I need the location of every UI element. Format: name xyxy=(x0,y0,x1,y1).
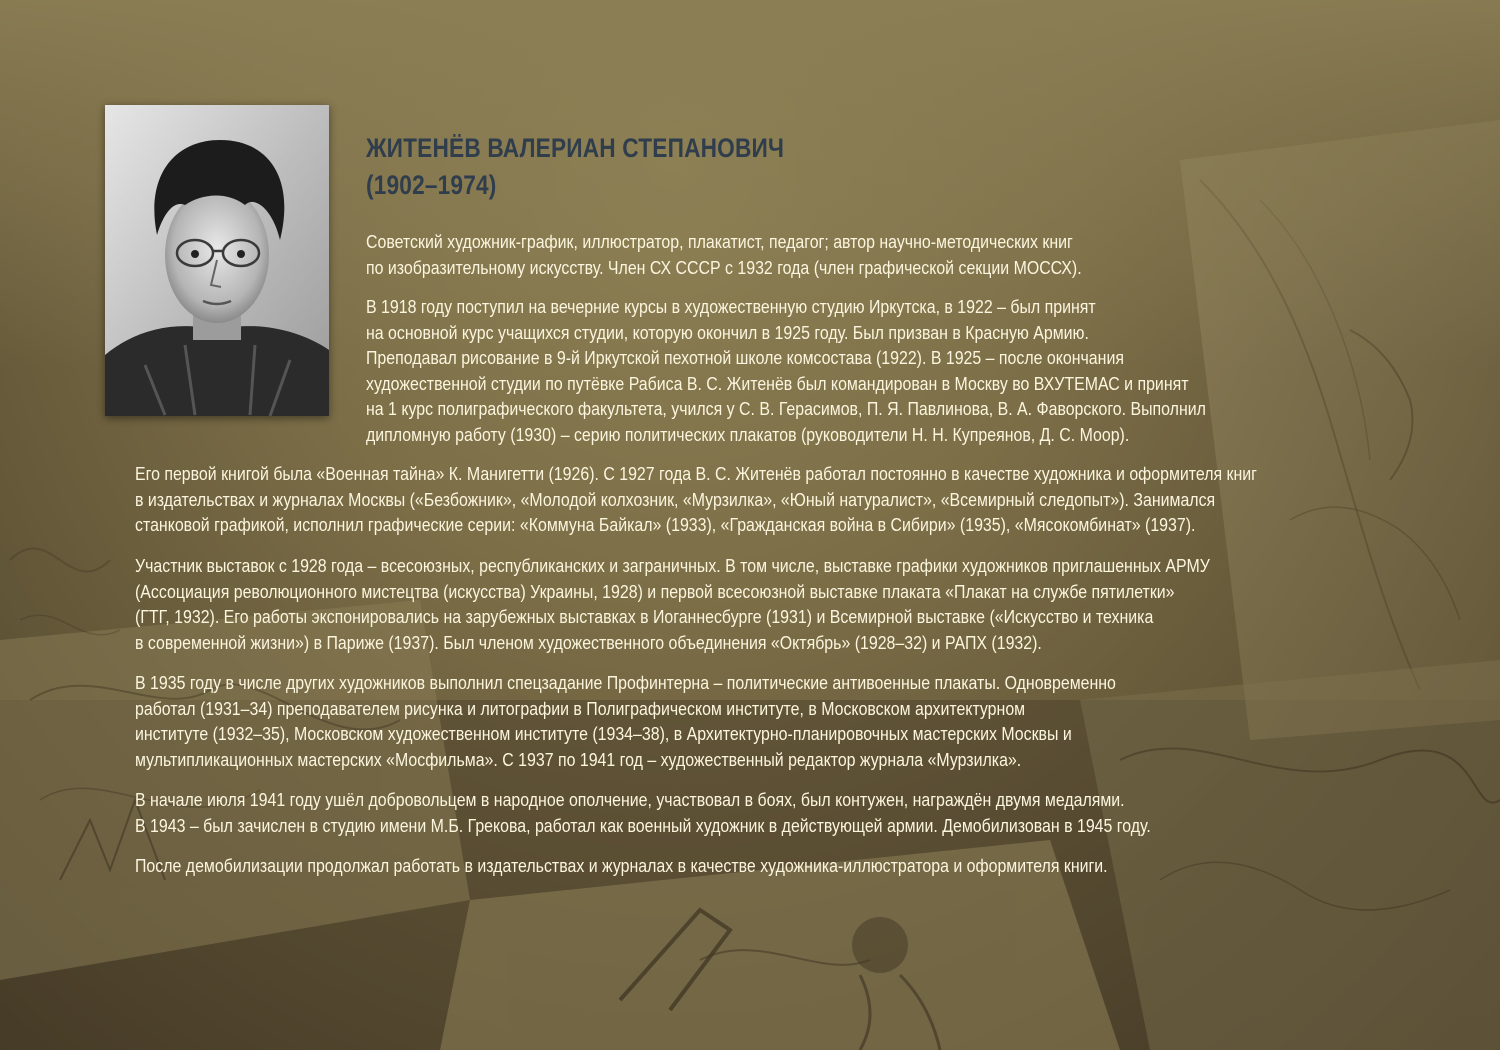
text-line: В 1943 – был зачислен в студию имени М.Б. Грекова, работал как военный художник в действующей армии. Демобилизован в 1945 году. xyxy=(135,814,1151,836)
text-line: институте (1932–35), Московском художественном институте (1934–38), в Архитектурно-планировочных мастерских Москвы и xyxy=(135,723,1072,744)
bio-paragraph-intro xyxy=(366,229,1082,280)
text-line: на основной курс учащихся студии, которую окончил в 1925 году. Был призван в Красную Армию. xyxy=(366,321,1089,343)
text-line: в издательствах и журналах Москвы («Безбожник», «Молодой колхозник, «Мурзилка», «Юный натуралист», «Всемирный следопыт»). Занимался xyxy=(135,488,1216,510)
bio-paragraph-war xyxy=(135,787,1151,838)
bio-paragraph-education xyxy=(366,294,1206,447)
text-line: станковой графикой, исполнил графические серии: «Коммуна Байкал» (1933), «Гражданская война в Сибири» (1935), «Мясокомбинат» (1937). xyxy=(135,514,1196,535)
text-line: Участник выставок с 1928 года – всесоюзных, республиканских и заграничных. В том числе, выставке графики художников приглашенных АРМУ xyxy=(135,555,1210,576)
text-line: В 1935 году в числе других художников выполнил спецзадание Профинтерна – политические антивоенные плакаты. Одновременно xyxy=(135,672,1116,693)
text-line: В 1918 году поступил на вечерние курсы в художественную студию Иркутска, в 1922 – был принят xyxy=(366,296,1096,317)
artist-name: ЖИТЕНЁВ ВАЛЕРИАН СТЕПАНОВИЧ xyxy=(366,133,785,163)
text-line: на 1 курс полиграфического факультета, учился у С. В. Герасимов, П. Я. Павлинова, В. А. Фаворского. Выполнил xyxy=(366,398,1206,419)
bio-paragraph-teaching xyxy=(135,670,1116,772)
text-line: (ГТГ, 1932). Его работы экспонировались на зарубежных выставках в Иоганнесбурге (1931) и Всемирной выставке («Искусство и техника xyxy=(135,606,1154,627)
portrait-icon xyxy=(105,105,329,416)
text-line: работал (1931–34) преподавателем рисунка и литографии в Полиграфическом институте, в Московском архитектурном xyxy=(135,697,1026,719)
text-line: художественной студии по путёвке Рабиса В. С. Житенёв был командирован в Москву во ВХУТЕМАС и принят xyxy=(366,372,1189,394)
text-line: После демобилизации продолжал работать в издательствах и журналах в качестве художника-иллюстратора и оформителя книги. xyxy=(135,855,1108,876)
text-line: в современной жизни») в Париже (1937). Был членом художественного объединения «Октябрь» (1928–32) и РАПХ (1932). xyxy=(135,631,1042,653)
bio-paragraph-books xyxy=(135,461,1257,538)
text-line: Советский художник-график, иллюстратор, плакатист, педагог; автор научно-методических книг xyxy=(366,231,1073,252)
text-line: по изобразительному искусству. Член СХ СССР с 1932 года (член графической секции МОССХ). xyxy=(366,256,1082,278)
text-line: (Ассоциация революционного мистецтва (искусства) Украины, 1928) и первой всесоюзной выставке плаката «Плакат на службе пятилетки» xyxy=(135,580,1175,602)
bio-paragraph-exhibitions xyxy=(135,553,1210,655)
portrait-photo xyxy=(105,105,329,416)
text-line: дипломную работу (1930) – серию политических плакатов (руководители Н. Н. Купреянов, Д. С. Моор). xyxy=(366,423,1130,445)
bio-paragraph-postwar xyxy=(135,853,1108,879)
text-line: Преподавал рисование в 9-й Иркутской пехотной школе комсостава (1922). В 1925 – после окончания xyxy=(366,347,1124,368)
text-line: Его первой книгой была «Военная тайна» К. Манигетти (1926). С 1927 года В. С. Житенёв работал постоянно в качестве художника и оформителя книг xyxy=(135,463,1257,484)
text-line: В начале июля 1941 году ушёл добровольцем в народное ополчение, участвовал в боях, был контужен, награждён двумя медалями. xyxy=(135,789,1125,810)
page-title xyxy=(366,130,784,204)
artist-years: (1902–1974) xyxy=(366,170,497,200)
text-line: мультипликационных мастерских «Мосфильма». С 1937 по 1941 год – художественный редактор журнала «Мурзилка». xyxy=(135,748,1022,770)
